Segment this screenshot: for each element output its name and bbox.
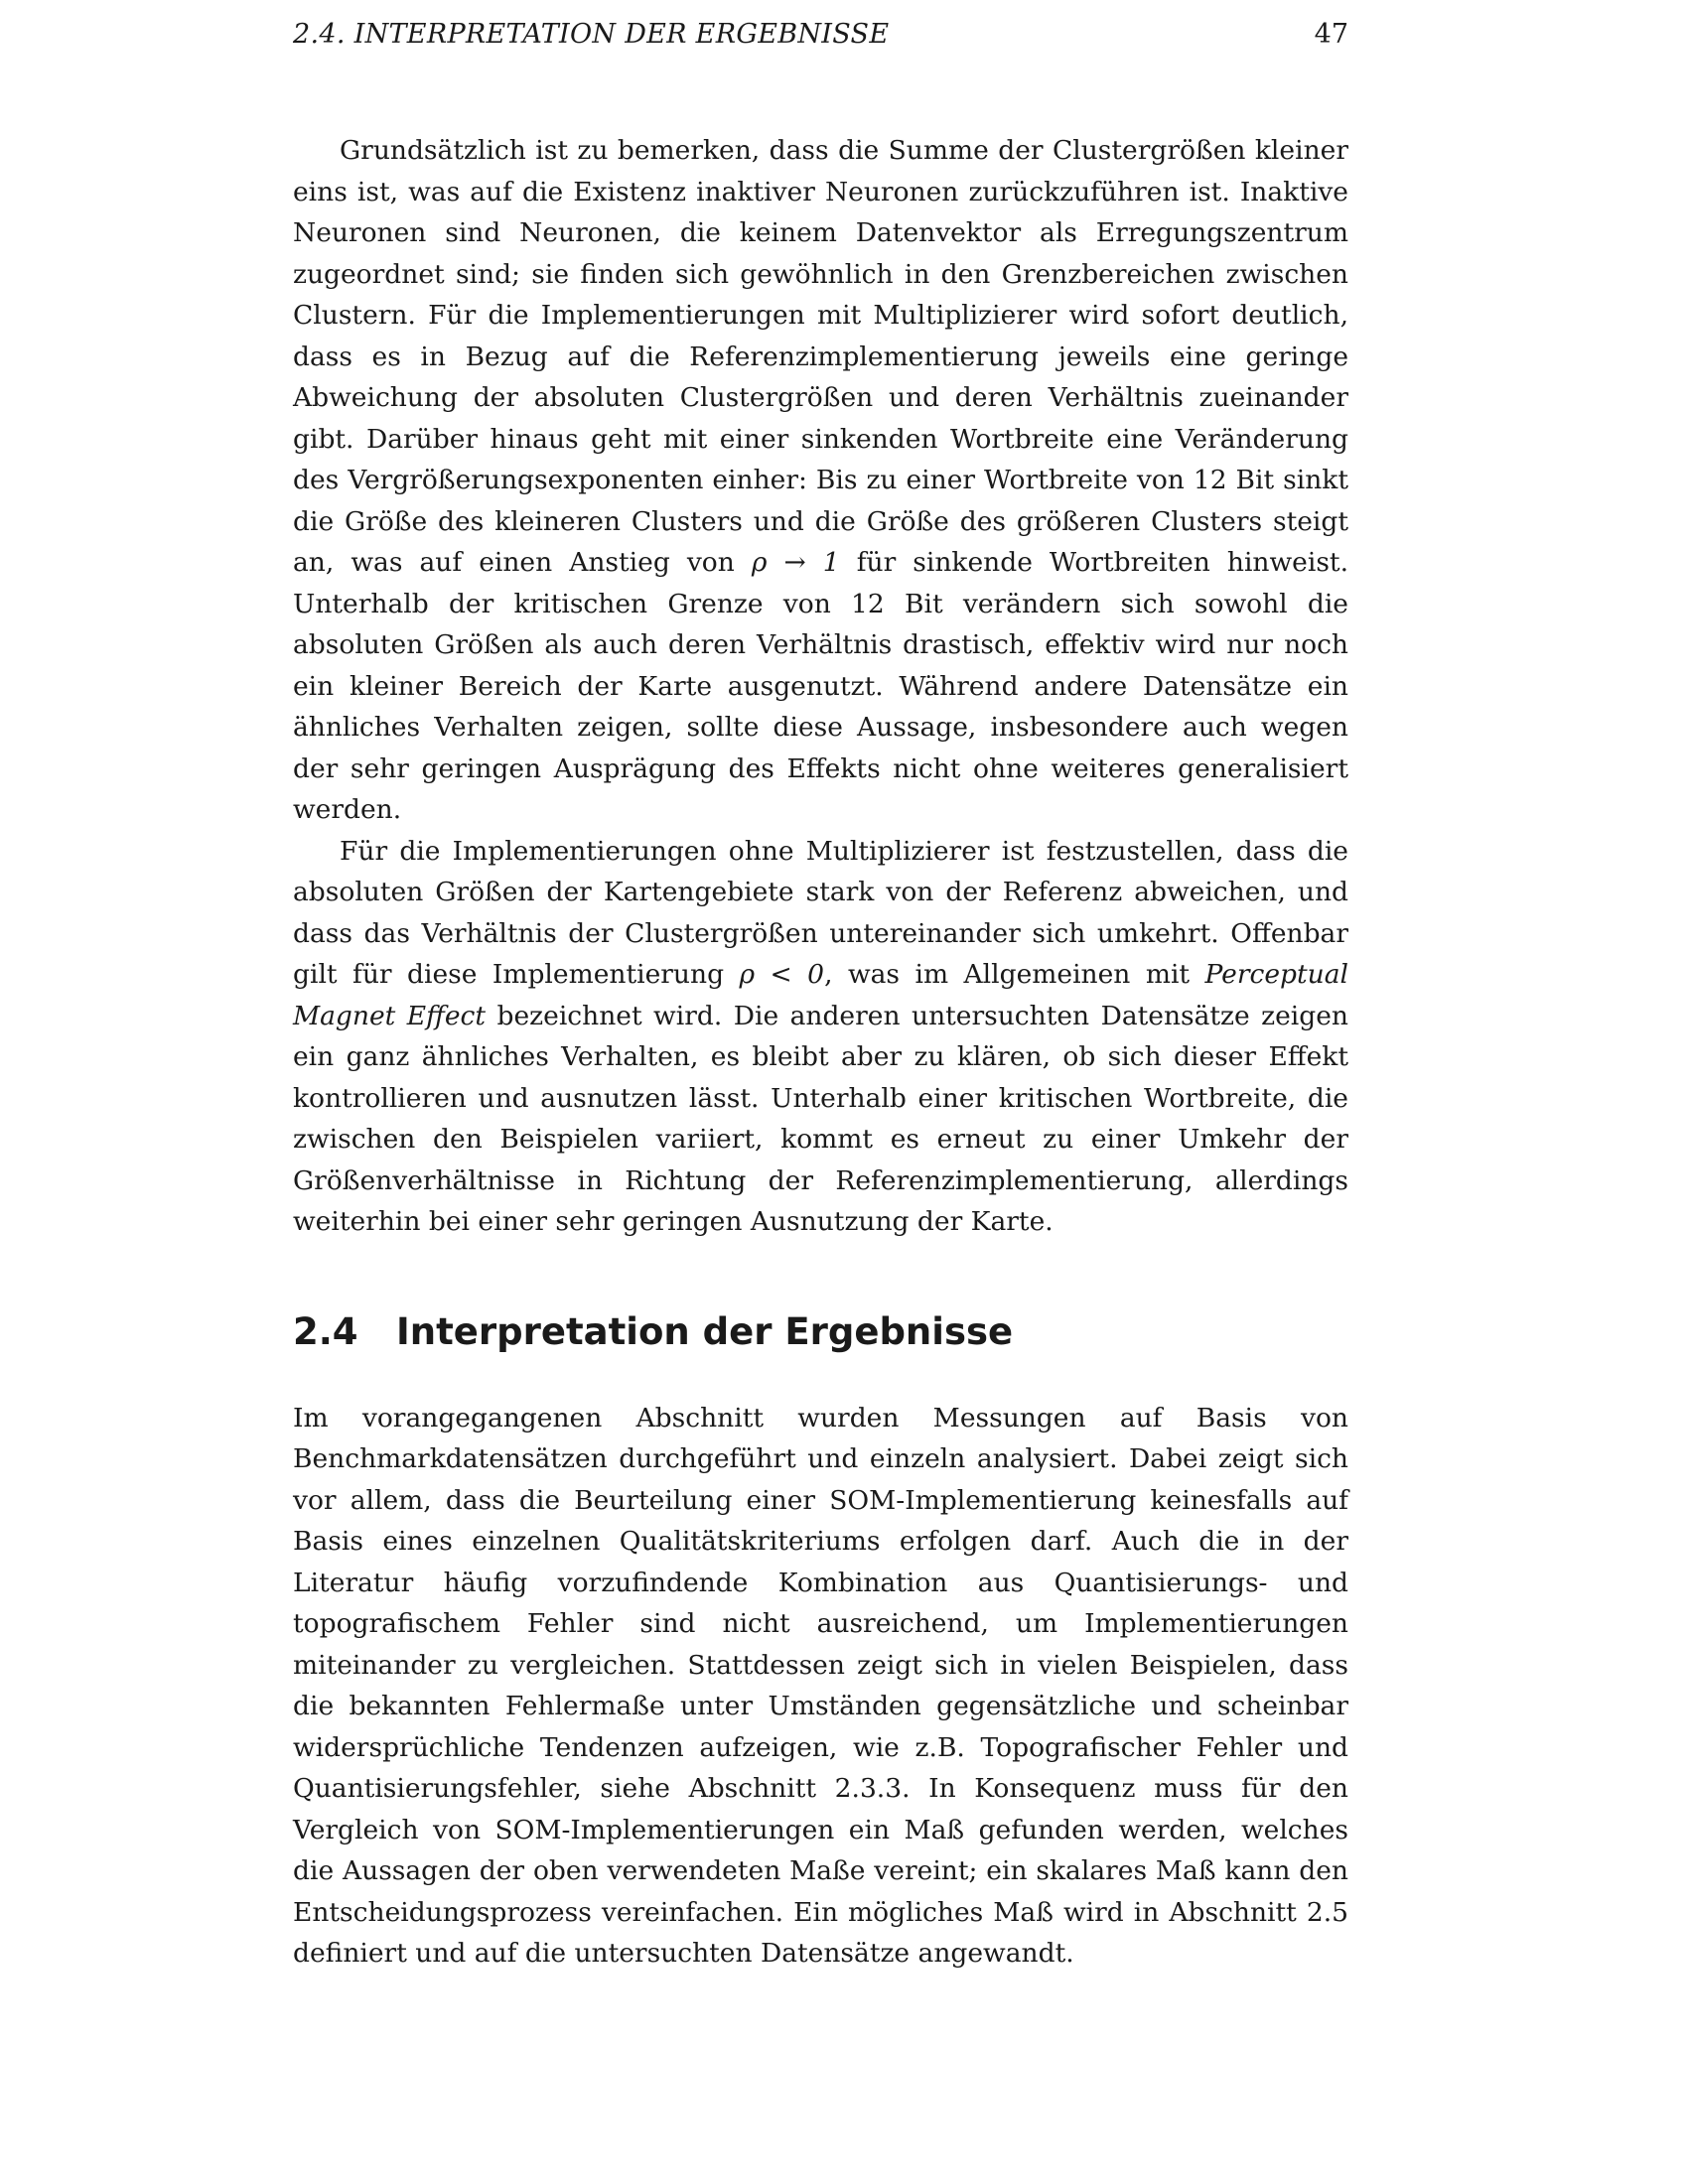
paragraph-cluster-sizes <box>293 130 1348 831</box>
paragraph-without-multiplier <box>293 831 1348 1243</box>
paragraph-text: für sinkende Wortbreiten hinweist. Unterhalb der kritischen Grenze von 12 Bit verändern sich sowohl die absoluten Größen als auch deren Verhältnis drastisch, effektiv wird nur noch ein kleiner Bereich der Karte ausgenutzt. Während andere Datensätze ein ähnliches Verhalten zeigen, sollte diese Aussage, insbesondere auch wegen der sehr geringen Ausprägung des Effekts nicht ohne weiteres generalisiert werden. <box>293 547 1348 825</box>
paragraph-text: , was im Allgemeinen mit <box>824 959 1205 990</box>
running-head <box>293 17 1348 53</box>
section-title: Interpretation der Ergebnisse <box>396 1309 1014 1353</box>
paragraph-section-intro: Im vorangegangenen Abschnitt wurden Messungen auf Basis von Benchmarkdatensätzen durchgeführt und einzeln analysiert. Dabei zeigt sich vor allem, dass die Beurteilung einer SOM-Implementierung keinesfalls auf Basis eines einzelnen Qualitätskriteriums erfolgen darf. Auch die in der Literatur häufig vorzufindende Kombination aus Quantisierungs- und topografischem Fehler sind nicht ausreichend, um Implementierungen miteinander zu vergleichen. Stattdessen zeigt sich in vielen Beispielen, dass die bekannten Fehlermaße unter Umständen gegensätzliche und scheinbar widersprüchliche Tendenzen aufzeigen, wie z.B. Topografischer Fehler und Quantisierungsfehler, siehe Abschnitt 2.3.3. In Konsequenz muss für den Vergleich von SOM-Implementierungen ein Maß gefunden werden, welches die Aussagen der oben verwendeten Maße vereint; ein skalares Maß kann den Entscheidungsprozess vereinfachen. Ein mögliches Maß wird in Abschnitt 2.5 definiert und auf die untersuchten Datensätze angewandt. <box>293 1402 1348 1969</box>
paragraph-text: bezeichnet wird. Die anderen untersuchten Datensätze zeigen ein ganz ähnliches Verhalten, es bleibt aber zu klären, ob sich dieser Effekt kontrollieren und ausnutzen lässt. Unterhalb einer kritischen Wortbreite, die zwischen den Beispielen variiert, kommt es erneut zu einer Umkehr der Größenverhältnisse in Richtung der Referenzimplementierung, allerdings weiterhin bei einer sehr geringen Ausnutzung der Karte. <box>293 1000 1348 1237</box>
page-body <box>293 130 1348 1975</box>
section-number: 2.4 <box>293 1309 358 1353</box>
running-head-title: 2.4. INTERPRETATION DER ERGEBNISSE <box>293 19 890 50</box>
inline-math: ρ → 1 <box>751 547 840 578</box>
page-number: 47 <box>1314 19 1348 50</box>
emphasized-term: Perceptual Magnet Effect <box>293 959 1349 1031</box>
inline-math: ρ < 0 <box>739 959 825 990</box>
paragraph-text: Grundsätzlich ist zu bemerken, dass die Summe der Clustergrößen kleiner eins ist, was auf die Existenz inaktiver Neuronen zurückzuführen ist. Inaktive Neuronen sind Neuronen, die keinem Datenvektor als Erregungszentrum zugeordnet sind; sie finden sich gewöhnlich in den Grenzbereichen zwischen Clustern. Für die Implementierungen mit Multiplizierer wird sofort deutlich, dass es in Bezug auf die Referenzimplementierung jeweils eine geringe Abweichung der absoluten Clustergrößen und deren Verhältnis zueinander gibt. Darüber hinaus geht mit einer sinkenden Wortbreite eine Veränderung des Vergrößerungsexponenten einher: Bis zu einer Wortbreite von 12 Bit sinkt die Größe des kleineren Clusters und die Größe des größeren Clusters steigt an, was auf einen Anstieg von <box>293 135 1348 578</box>
paragraph-text: Für die Implementierungen ohne Multiplizierer ist festzustellen, dass die absoluten Größen der Kartengebiete stark von der Referenz abweichen, und dass das Verhältnis der Clustergrößen untereinander sich umkehrt. Offenbar gilt für diese Implementierung <box>293 835 1348 990</box>
section-heading <box>293 1308 1348 1356</box>
